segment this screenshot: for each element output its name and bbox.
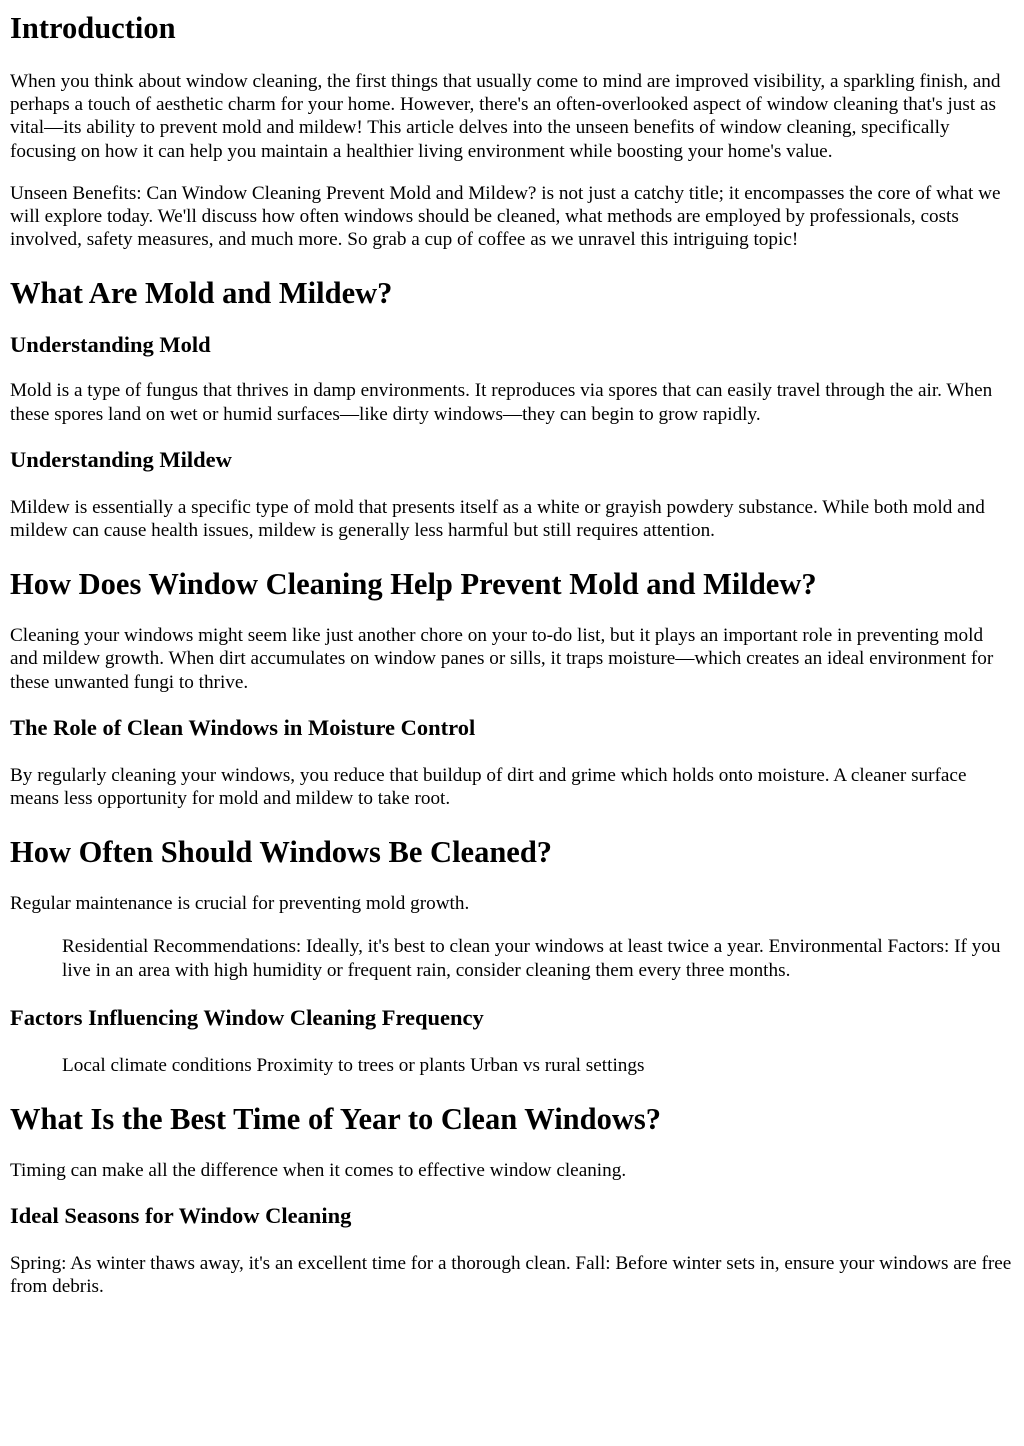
- ideal-seasons-heading: Ideal Seasons for Window Cleaning: [10, 1203, 352, 1229]
- intro-paragraph-1: When you think about window cleaning, the first things that usually come to mind are improved visibility, a sparkling finish, and perhaps a touch of aesthetic charm for your home. However, there's an often-overlooked aspect of window cleaning that's just as vital—its ability to prevent mold and mildew! This article delves into the unseen benefits of window cleaning, specifically focusing on how it can help you maintain a healthier living environment while boosting your home's value.: [10, 71, 1001, 162]
- ideal-seasons-text: Spring: As winter thaws away, it's an excellent time for a thorough clean. Fall: Before winter sets in, ensure your windows are free from debris.: [10, 1253, 1012, 1298]
- understanding-mildew-text: Mildew is essentially a specific type of mold that presents itself as a white or grayish powdery substance. While both mold and mildew can cause health issues, mildew is generally less harmful but still requires attention.: [10, 496, 985, 542]
- frequency-text: Regular maintenance is crucial for preventing mold growth.: [10, 893, 470, 915]
- understanding-mold-text: Mold is a type of fungus that thrives in damp environments. It reproduces via spores that can easily travel through the air. When these spores land on wet or humid surfaces—like dirty windows—they can begin to grow rapidly.: [10, 380, 993, 425]
- intro-heading: Introduction: [10, 11, 176, 45]
- frequency-heading: How Often Should Windows Be Cleaned?: [10, 835, 553, 870]
- understanding-mildew-heading: Understanding Mildew: [10, 446, 232, 472]
- moisture-control-text: By regularly cleaning your windows, you reduce that buildup of dirt and grime which holds onto moisture. A cleaner surface means less opportunity for mold and mildew to take root.: [10, 764, 967, 810]
- prevention-text: Cleaning your windows might seem like just another chore on your to-do list, but it plays an important role in preventing mold and mildew growth. When dirt accumulates on window panes or sills, it traps moisture—which creates an ideal environment for these unwanted fungi to thrive.: [10, 625, 994, 693]
- understanding-mold-heading: Understanding Mold: [10, 332, 211, 358]
- timing-text: Timing can make all the difference when it comes to effective window cleaning.: [10, 1160, 627, 1182]
- mold-mildew-heading: What Are Mold and Mildew?: [10, 276, 393, 311]
- timing-heading: What Is the Best Time of Year to Clean Windows?: [10, 1102, 661, 1137]
- frequency-recommendations: Residential Recommendations: Ideally, it's best to clean your windows at least twice a year. Environmental Factors: If you live in an area with high humidity or frequent rain, consider cleaning them every three months.: [62, 936, 1001, 981]
- intro-paragraph-2: Unseen Benefits: Can Window Cleaning Prevent Mold and Mildew? is not just a catchy title; it encompasses the core of what we will explore today. We'll discuss how often windows should be cleaned, what methods are employed by professionals, costs involved, safety measures, and much more. So grab a cup of coffee as we unravel this intriguing topic!: [10, 182, 1001, 251]
- prevention-heading: How Does Window Cleaning Help Prevent Mold and Mildew?: [10, 567, 817, 602]
- frequency-factors-heading: Factors Influencing Window Cleaning Frequency: [10, 1004, 484, 1030]
- moisture-control-heading: The Role of Clean Windows in Moisture Control: [10, 714, 476, 740]
- frequency-factors-list: Local climate conditions Proximity to trees or plants Urban vs rural settings: [62, 1054, 645, 1076]
